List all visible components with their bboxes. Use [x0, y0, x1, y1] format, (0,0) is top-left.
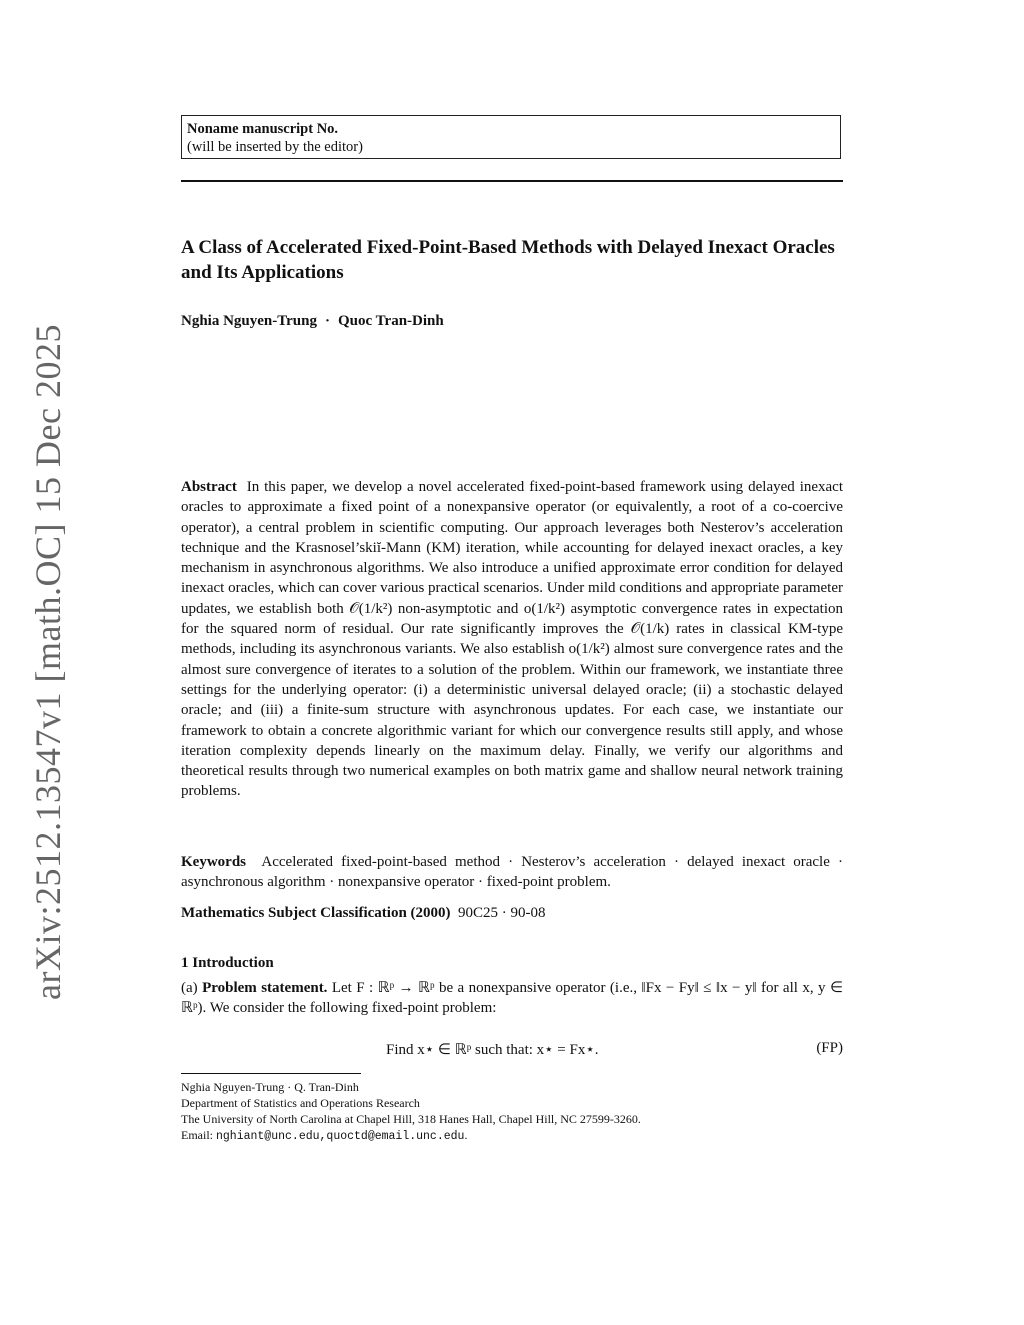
arxiv-id-text: arXiv:2512.13547v1 [math.OC] 15 Dec 2025	[28, 324, 68, 1000]
keywords	[181, 852, 843, 893]
manuscript-line1: Noname manuscript No.	[187, 121, 339, 137]
keywords-label: Keywords	[181, 854, 246, 870]
footnote-names: Nghia Nguyen-Trung · Q. Tran-Dinh	[181, 1080, 359, 1094]
para-prefix: (a)	[181, 980, 198, 996]
author-footnote	[181, 1079, 843, 1145]
manuscript-box	[181, 115, 841, 159]
msc-text: 90C25 · 90-08	[458, 905, 546, 921]
fixed-point-equation: Find x⋆ ∈ ℝᵖ such that: x⋆ = Fx⋆.	[386, 1042, 599, 1058]
manuscript-line2: (will be inserted by the editor)	[187, 139, 363, 155]
para-text: Let F : ℝᵖ → ℝᵖ be a nonexpansive operator (i.e., ‖Fx − Fy‖ ≤ ‖x − y‖ for all x, y ∈ ℝᵖ). We consider the following fixed-point problem:	[181, 980, 844, 1017]
email-label: Email:	[181, 1128, 213, 1142]
problem-statement	[181, 978, 843, 1019]
email-end: .	[464, 1128, 468, 1142]
paper-title: A Class of Accelerated Fixed-Point-Based Methods with Delayed Inexact Oracles and Its Applications	[181, 237, 835, 283]
footnote-address: The University of North Carolina at Chapel Hill, 318 Hanes Hall, Chapel Hill, NC 27599-3260.	[181, 1112, 641, 1126]
footnote-email	[181, 1127, 843, 1145]
email-link[interactable]: nghiant@unc.edu,quoctd@email.unc.edu	[216, 1130, 465, 1143]
footnote-department: Department of Statistics and Operations Research	[181, 1096, 420, 1110]
section-heading: 1 Introduction	[181, 955, 274, 971]
equation-tag: (FP)	[816, 1040, 843, 1056]
abstract-text: In this paper, we develop a novel accelerated fixed-point-based framework using delayed inexact oracles to approximate a fixed point of a nonexpansive operator (or equivalently, a root of a co-coercive operator), a central problem in scientific computing. Our approach leverages both Nesterov’s acceleration technique and the Krasnosel’skiĭ-Mann (KM) iteration, while accounting for delayed inexact oracles, a key mechanism in asynchronous algorithms. We also introduce a unified approximate error condition for delayed inexact oracles, which can cover various practical scenarios. Under mild conditions and appropriate parameter updates, we establish both 𝒪(1/k²) non-asymptotic and o(1/k²) asymptotic convergence rates in expectation for the squared norm of residual. Our rate significantly improves the 𝒪(1/k) rates in classical KM-type methods, including its asynchronous variants. We also establish o(1/k²) almost sure convergence rates and the almost sure convergence of iterates to a solution of the problem. Within our framework, we instantiate three settings for the underlying operator: (i) a deterministic universal delayed oracle; (ii) a stochastic delayed oracle; and (iii) a finite-sum structure with asynchronous updates. For each case, we instantiate our framework to obtain a concrete algorithmic variant for which our convergence results still apply, and whose iteration complexity depends linearly on the maximum delay. Finally, we verify our algorithms and theoretical results through two numerical examples on both matrix game and shallow neural network training problems.	[181, 479, 843, 800]
para-label: Problem statement.	[202, 980, 328, 996]
header-rule	[181, 180, 843, 182]
author-2: Quoc Tran-Dinh	[338, 313, 444, 329]
msc-label: Mathematics Subject Classification (2000)	[181, 905, 451, 921]
arxiv-side-identifier	[28, 324, 68, 1000]
footnote-rule	[181, 1073, 361, 1074]
abstract	[181, 477, 843, 802]
authors	[181, 313, 444, 330]
msc-classification	[181, 905, 546, 922]
abstract-label: Abstract	[181, 479, 237, 495]
keywords-text: Accelerated fixed-point-based method · Nesterov’s acceleration · delayed inexact oracle · asynchronous algorithm · nonexpansive operator · fixed-point problem.	[181, 854, 843, 891]
author-1: Nghia Nguyen-Trung	[181, 313, 317, 329]
author-separator: ·	[325, 313, 331, 329]
